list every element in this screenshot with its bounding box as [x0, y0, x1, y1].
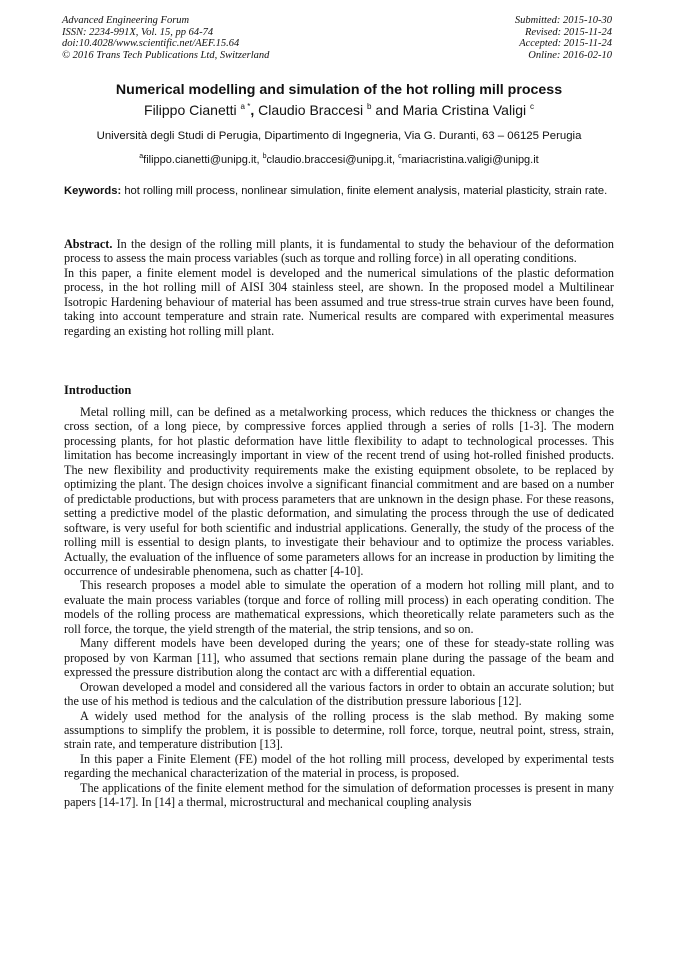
journal-name: Advanced Engineering Forum — [62, 15, 190, 26]
author-separator: , — [250, 102, 255, 118]
author-2-affiliation-mark: b — [367, 102, 372, 111]
journal-header — [62, 15, 269, 61]
author-1: Filippo Cianetti — [144, 102, 237, 118]
intro-paragraph: A widely used method for the analysis of the rolling process is the slab method. By making some assumptions to simplify the problem, it is possible to determine, roll force, torque, neutral point, stress, strain, strain rate, and temperature distribution [13]. — [64, 708, 614, 752]
affiliation: Università degli Studi di Perugia, Dipartimento di Ingegneria, Via G. Duranti, 63 – 06125 Perugia — [96, 130, 582, 142]
email-c: mariacristina.valigi@unipg.it — [401, 154, 539, 166]
intro-paragraph: Many different models have been developed during the years; one of these for steady-state rolling was proposed by von Karman [11], who assumed that sections remain plane during the passage of the beam and expressed the pressure distribution along the contact arc with a differential equation. — [64, 636, 614, 680]
email-a-mark: a — [139, 153, 144, 160]
introduction-body — [64, 405, 614, 810]
author-3: Maria Cristina Valigi — [402, 102, 527, 118]
email-b: claudio.braccesi@unipg.it, — [266, 154, 396, 166]
intro-paragraph: The applications of the finite element method for the simulation of deformation processes is present in many papers [14-17]. In [14] a thermal, microstructural and mechanical coupling analysis — [64, 780, 614, 810]
email-b-mark: b — [262, 153, 267, 160]
dates-header — [515, 15, 612, 61]
intro-paragraph: Orowan developed a model and considered all the various factors in order to obtain an accurate solution; but the use of his method is tedious and the calculation of the distribution pressure laborious [12]. — [64, 679, 614, 709]
author-1-affiliation-mark: a * — [240, 102, 251, 111]
revised-date: Revised: 2015-11-24 — [525, 26, 612, 38]
doi: doi:10.4028/www.scientific.net/AEF.15.64 — [62, 38, 240, 50]
intro-paragraph: This research proposes a model able to simulate the operation of a modern hot rolling mill plant, and to evaluate the main process variables (torque and force of rolling mill process) in each operating condition. The models of the rolling process are mathematical expressions, which theoretically relate parameters such as the roll force, the torque, the yield strength of the material, the strip tensions, and so on. — [64, 578, 614, 636]
keywords-label: Keywords: — [64, 185, 122, 197]
keywords-text: hot rolling mill process, nonlinear simulation, finite element analysis, material plasticity, strain rate. — [124, 185, 608, 197]
author-conjunction: and — [375, 102, 399, 118]
abstract-paragraph-2: In this paper, a finite element model is developed and the numerical simulations of the plastic deformation process, in the hot rolling mill of AISI 304 stainless steel, are shown. In the proposed model a Multilinear Isotropic Hardening behaviour of material has been assumed and true stress-true strain curves have been found, taking into account temperature and strain rate. Numerical results are compared with experimental measures regarding an existing hot rolling mill plant. — [64, 265, 614, 338]
abstract — [64, 237, 614, 338]
author-emails — [40, 153, 638, 166]
author-2: Claudio Braccesi — [258, 102, 364, 118]
intro-paragraph: Metal rolling mill, can be defined as a metalworking process, which reduces the thickness or changes the cross section, of a long piece, by compressive forces applied through a series of rolls [1-3]. The modern processing plants, for hot plastic deformation have little flexibility to adapt to technological processes. This limitation has become increasingly important in view of the recent trend of using hot-rolled finished products. The new flexibility and productivity requirements make the existing equipment obsolete, to be replaced by optimizing the plant. The design choices involve a significant financial commitment and are based on a number of predictable productions, but with process parameters that are unknown in the design phase. For these reasons, setting a predictive model of the plastic deformation, and simulating the process through the use of dedicated software, is very useful for both scientific and industrial applications. Generally, the study of the process of the rolling mill is essential to design plants, to investigate their behaviour and to optimize the process variables. Actually, the evaluation of the influence of some parameters allows for an increase in production by limiting the occurrence of undesirable phenomena, such as chatter [4-10]. — [64, 405, 614, 578]
online-date: Online: 2016-02-10 — [528, 49, 612, 61]
copyright: © 2016 Trans Tech Publications Ltd, Switzerland — [62, 49, 270, 61]
paper-title: Numerical modelling and simulation of the hot rolling mill process — [115, 82, 563, 98]
accepted-date: Accepted: 2015-11-24 — [519, 38, 612, 50]
intro-paragraph: In this paper a Finite Element (FE) model of the hot rolling mill process, developed by experimental tests regarding the mechanical characterization of the material in process, is proposed. — [64, 751, 614, 781]
email-a: filippo.cianetti@unipg.it, — [143, 154, 260, 166]
section-heading-introduction: Introduction — [64, 383, 132, 397]
abstract-text-1: In the design of the rolling mill plants, it is fundamental to study the behaviour of the deformation process to assess the main process variables (such as torque and rolling force) in all operating conditions. — [64, 237, 614, 266]
author-list — [40, 102, 638, 118]
abstract-label: Abstract. — [64, 237, 113, 251]
email-c-mark: c — [398, 153, 402, 160]
keywords — [64, 184, 616, 198]
issn: ISSN: 2234-991X, Vol. 15, pp 64-74 — [62, 26, 214, 38]
abstract-paragraph-1 — [64, 237, 614, 266]
submitted-date: Submitted: 2015-10-30 — [514, 15, 612, 26]
author-3-affiliation-mark: c — [529, 102, 534, 111]
